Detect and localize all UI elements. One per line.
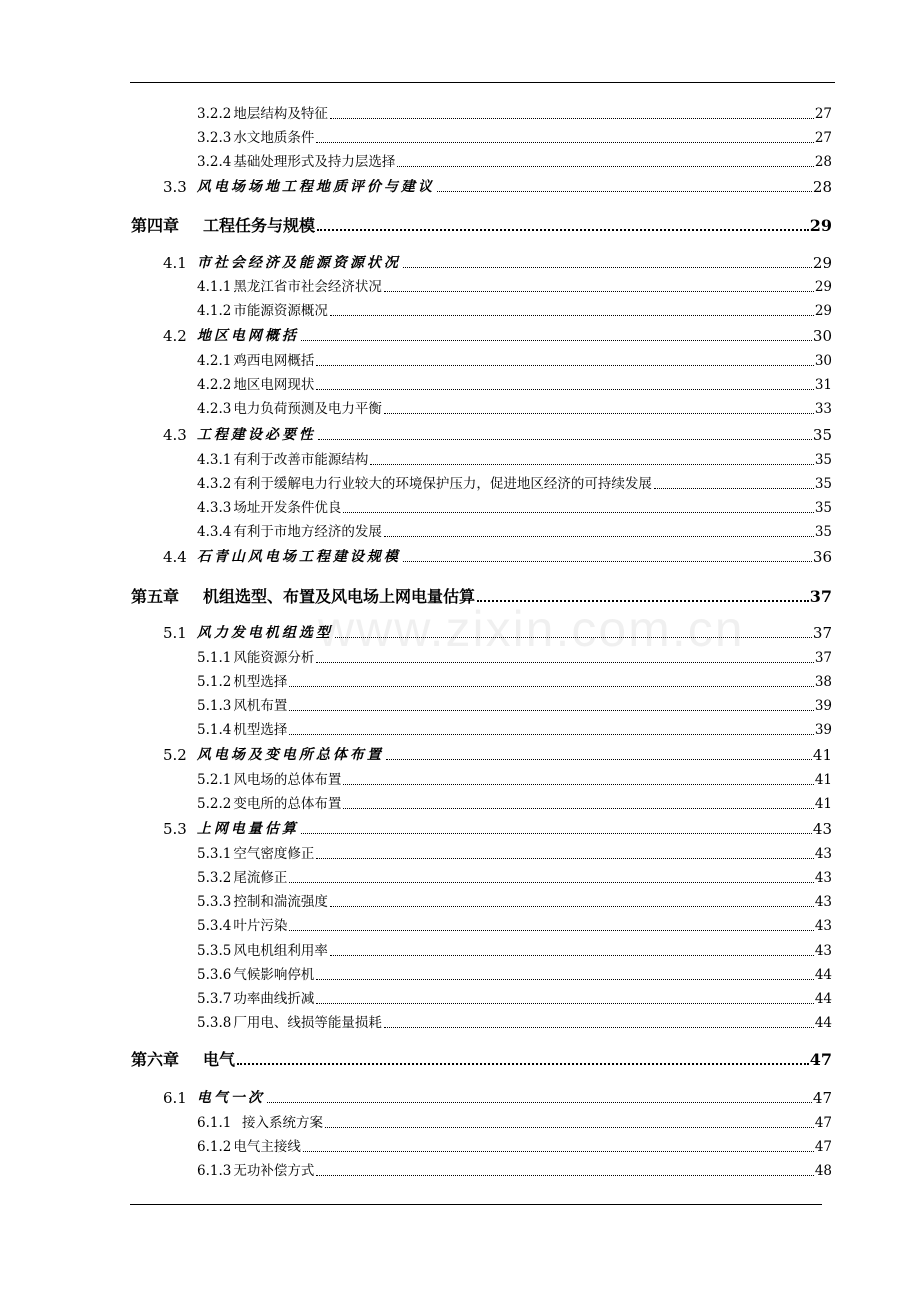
- toc-entry-5-1-2[interactable]: [197, 671, 832, 693]
- toc-title: 上网电量估算: [196, 821, 299, 837]
- toc-number: 5.1.4: [197, 722, 232, 738]
- toc-page: 44: [814, 967, 832, 983]
- toc-entry-3-2-2[interactable]: [197, 103, 832, 125]
- toc-page: 43: [812, 820, 832, 838]
- toc-entry-6-1-1[interactable]: [197, 1112, 832, 1134]
- toc-entry-5-3-4[interactable]: [197, 915, 832, 937]
- toc-number: 5.3.3: [197, 894, 232, 910]
- toc-entry-4-3-2[interactable]: [197, 473, 832, 495]
- toc-page: 41: [814, 772, 832, 788]
- toc-number: 6.1.1: [197, 1115, 232, 1131]
- toc-page: 47: [812, 1089, 832, 1107]
- toc-page: 29: [809, 216, 832, 235]
- dot-leader: [237, 1063, 809, 1065]
- dot-leader: [267, 1102, 812, 1103]
- toc-number: 5.1.3: [197, 698, 232, 714]
- toc-entry-6-1-3[interactable]: [197, 1160, 832, 1182]
- toc-title: 黑龙江省市社会经济状况: [233, 279, 382, 295]
- toc-page: 35: [814, 524, 832, 540]
- toc-entry-4-2-2[interactable]: [197, 374, 832, 396]
- toc-number: 4.3.2: [197, 476, 232, 492]
- dot-leader: [330, 315, 814, 316]
- toc-number: 5.1: [163, 624, 187, 642]
- toc-page: 43: [814, 894, 832, 910]
- toc-number: 5.3: [163, 820, 187, 838]
- toc-page: 36: [812, 548, 832, 566]
- toc-entry-4-2-1[interactable]: [197, 350, 832, 372]
- toc-number: 5.3.7: [197, 991, 232, 1007]
- toc-entry-4-3-1[interactable]: [197, 449, 832, 471]
- toc-title: 有利于缓解电力行业较大的环境保护压力，促进地区经济的可持续发展: [233, 476, 652, 492]
- dot-leader: [384, 413, 814, 414]
- toc-number: 4.1: [163, 254, 187, 272]
- dot-leader: [316, 142, 813, 143]
- toc-entry-5-1[interactable]: [163, 622, 832, 644]
- toc-page: 37: [814, 650, 832, 666]
- toc-page: 27: [814, 106, 832, 122]
- toc-entry-3-3[interactable]: [163, 176, 832, 198]
- toc-entry-5-3[interactable]: [163, 818, 832, 840]
- toc-number: 第五章: [131, 587, 180, 606]
- dot-leader: [370, 464, 813, 465]
- toc-page: 29: [814, 279, 832, 295]
- toc-title: 电力负荷预测及电力平衡: [233, 401, 382, 417]
- toc-number: 5.2: [163, 746, 187, 764]
- toc-page: 39: [814, 698, 832, 714]
- toc-title: 鸡西电网概括: [233, 353, 315, 369]
- toc-page: 33: [814, 401, 832, 417]
- toc-entry-5-3-6[interactable]: [197, 964, 832, 986]
- toc-entry-5-1-3[interactable]: [197, 695, 832, 717]
- toc-title: 风电场及变电所总体布置: [196, 747, 384, 763]
- dot-leader: [343, 784, 813, 785]
- dot-leader: [316, 1175, 813, 1176]
- toc-number: 5.2.2: [197, 796, 232, 812]
- toc-title: 市社会经济及能源资源状况: [196, 255, 401, 271]
- dot-leader: [316, 389, 813, 390]
- toc-page: 29: [814, 303, 832, 319]
- dot-leader: [316, 365, 813, 366]
- toc-page: 29: [812, 254, 832, 272]
- toc-number: 4.2.3: [197, 401, 232, 417]
- toc-title: 叶片污染: [233, 918, 288, 934]
- toc-number: 5.3.5: [197, 943, 232, 959]
- dot-leader: [654, 488, 814, 489]
- dot-leader: [289, 710, 813, 711]
- toc-entry-3-2-3[interactable]: [197, 127, 832, 149]
- toc-number: 4.2.2: [197, 377, 232, 393]
- dot-leader: [384, 536, 814, 537]
- dot-leader: [289, 882, 813, 883]
- toc-number: 4.1.1: [197, 279, 232, 295]
- toc-title: 风电场的总体布置: [233, 772, 342, 788]
- dot-leader: [316, 979, 813, 980]
- toc-number: 4.3.1: [197, 452, 232, 468]
- toc-page: 39: [814, 722, 832, 738]
- toc-entry-5-2-2[interactable]: [197, 793, 832, 815]
- toc-title: 电气一次: [196, 1090, 265, 1106]
- footer-rule: [130, 1204, 822, 1205]
- dot-leader: [384, 291, 814, 292]
- toc-entry-5-3-2[interactable]: [197, 867, 832, 889]
- toc-number: 4.2: [163, 327, 187, 345]
- toc-entry-5-1-1[interactable]: [197, 647, 832, 669]
- toc-title: 机组选型、布置及风电场上网电量估算: [203, 587, 476, 606]
- toc-chapter-6[interactable]: [131, 1049, 832, 1071]
- toc-title: 机型选择: [233, 722, 288, 738]
- dot-leader: [325, 1127, 814, 1128]
- toc-page: 44: [814, 1015, 832, 1031]
- toc-entry-3-2-4[interactable]: [197, 151, 832, 173]
- toc-page: 47: [809, 1050, 832, 1069]
- toc-title: 地层结构及特征: [233, 106, 328, 122]
- toc-page: 43: [814, 846, 832, 862]
- toc-number: 5.3.6: [197, 967, 232, 983]
- toc-page: 30: [812, 327, 832, 345]
- toc-number: 4.4: [163, 548, 187, 566]
- toc-number: 5.3.1: [197, 846, 232, 862]
- dot-leader: [343, 512, 813, 513]
- toc-chapter-5[interactable]: [131, 586, 832, 608]
- toc-title: 风电机组利用率: [233, 943, 328, 959]
- toc-title: 厂用电、线损等能量损耗: [233, 1015, 382, 1031]
- toc-title: 控制和湍流强度: [233, 894, 328, 910]
- toc-entry-4-1-1[interactable]: [197, 276, 832, 298]
- toc-entry-5-3-8[interactable]: [197, 1012, 832, 1034]
- toc-page: 41: [814, 796, 832, 812]
- toc-number: 5.2.1: [197, 772, 232, 788]
- toc-entry-4-1[interactable]: [163, 252, 832, 274]
- toc-entry-6-1[interactable]: [163, 1087, 832, 1109]
- toc-page: 30: [814, 353, 832, 369]
- toc-entry-4-4[interactable]: [163, 546, 832, 568]
- toc-entry-5-3-1[interactable]: [197, 843, 832, 865]
- toc-title: 工程任务与规模: [203, 216, 316, 235]
- toc-entry-4-1-2[interactable]: [197, 300, 832, 322]
- toc-page: 44: [814, 991, 832, 1007]
- toc-page: 35: [812, 426, 832, 444]
- toc-page: 43: [814, 918, 832, 934]
- dot-leader: [289, 686, 813, 687]
- toc-number: 5.1.1: [197, 650, 232, 666]
- toc-page: 31: [814, 377, 832, 393]
- dot-leader: [335, 637, 812, 638]
- toc-title: 变电所的总体布置: [233, 796, 342, 812]
- toc-entry-5-3-3[interactable]: [197, 891, 832, 913]
- dot-leader: [397, 166, 813, 167]
- toc-title: 空气密度修正: [233, 846, 315, 862]
- dot-leader: [386, 759, 812, 760]
- toc-entry-4-3-4[interactable]: [197, 521, 832, 543]
- toc-number: 6.1: [163, 1089, 187, 1107]
- toc-entry-5-3-7[interactable]: [197, 988, 832, 1010]
- toc-title: 石青山风电场工程建设规模: [196, 549, 401, 565]
- dot-leader: [316, 858, 813, 859]
- dot-leader: [330, 955, 814, 956]
- toc-entry-4-2[interactable]: [163, 325, 832, 347]
- toc-number: 5.3.2: [197, 870, 232, 886]
- toc-page: 47: [814, 1115, 832, 1131]
- dot-leader: [403, 561, 812, 562]
- toc-title: 电气: [203, 1050, 236, 1069]
- toc-title: 尾流修正: [233, 870, 288, 886]
- toc-page: 28: [814, 154, 832, 170]
- toc-page: 37: [809, 587, 832, 606]
- dot-leader: [289, 930, 813, 931]
- toc-number: 3.2.4: [197, 154, 232, 170]
- toc-number: 第六章: [131, 1050, 180, 1069]
- dot-leader: [316, 1003, 813, 1004]
- toc-page: 35: [814, 500, 832, 516]
- toc-title: 电气主接线: [233, 1139, 301, 1155]
- toc-number: 4.2.1: [197, 353, 232, 369]
- dot-leader: [301, 340, 812, 341]
- toc-title: 风机布置: [233, 698, 288, 714]
- toc-entry-4-3[interactable]: [163, 424, 832, 446]
- toc-page: 48: [814, 1163, 832, 1179]
- toc-number: 第四章: [131, 216, 180, 235]
- toc-title: 风电场场地工程地质评价与建议: [196, 179, 435, 195]
- toc-title: 风能资源分析: [233, 650, 315, 666]
- toc-number: 3.3: [163, 178, 187, 196]
- toc-entry-5-3-5[interactable]: [197, 940, 832, 962]
- toc-page: 38: [814, 674, 832, 690]
- toc-entry-6-1-2[interactable]: [197, 1136, 832, 1158]
- toc-number: 5.1.2: [197, 674, 232, 690]
- toc-page: 41: [812, 746, 832, 764]
- toc-title: 有利于改善市能源结构: [233, 452, 369, 468]
- toc-title: 有利于市地方经济的发展: [233, 524, 382, 540]
- toc-page: 35: [814, 476, 832, 492]
- toc-number: 3.2.2: [197, 106, 232, 122]
- toc-title: 工程建设必要性: [196, 427, 316, 443]
- toc-number: 6.1.2: [197, 1139, 232, 1155]
- dot-leader: [289, 734, 813, 735]
- toc-number: 5.3.4: [197, 918, 232, 934]
- toc-title: 水文地质条件: [233, 130, 315, 146]
- toc-title: 场址开发条件优良: [233, 500, 342, 516]
- toc-title: 基础处理形式及持力层选择: [233, 154, 396, 170]
- toc-entry-5-2-1[interactable]: [197, 769, 832, 791]
- toc-title: 无功补偿方式: [233, 1163, 315, 1179]
- dot-leader: [303, 1151, 814, 1152]
- toc-number: 3.2.3: [197, 130, 232, 146]
- toc-entry-4-3-3[interactable]: [197, 497, 832, 519]
- toc-title: 风力发电机组选型: [196, 625, 333, 641]
- watermark: www.zixin.com.cn: [318, 601, 745, 657]
- toc-page: 35: [814, 452, 832, 468]
- toc-page: 27: [814, 130, 832, 146]
- toc-title: 地区电网概括: [196, 328, 299, 344]
- toc-entry-4-2-3[interactable]: [197, 398, 832, 420]
- toc-number: 4.3.4: [197, 524, 232, 540]
- dot-leader: [317, 229, 809, 231]
- toc-number: 4.1.2: [197, 303, 232, 319]
- dot-leader: [403, 267, 812, 268]
- toc-number: 4.3: [163, 426, 187, 444]
- dot-leader: [330, 118, 814, 119]
- toc-entry-5-2[interactable]: [163, 744, 832, 766]
- toc-number: 4.3.3: [197, 500, 232, 516]
- dot-leader: [343, 808, 813, 809]
- toc-number: 5.3.8: [197, 1015, 232, 1031]
- toc-title: 气候影响停机: [233, 967, 315, 983]
- toc-number: 6.1.3: [197, 1163, 232, 1179]
- toc-title: 功率曲线折减: [233, 991, 315, 1007]
- toc-page: 47: [814, 1139, 832, 1155]
- dot-leader: [301, 833, 812, 834]
- toc-page: 43: [814, 943, 832, 959]
- dot-leader: [384, 1027, 814, 1028]
- toc-chapter-4[interactable]: [131, 215, 832, 237]
- toc-title: 市能源资源概况: [233, 303, 328, 319]
- toc-page: 37: [812, 624, 832, 642]
- toc-title: 地区电网现状: [233, 377, 315, 393]
- header-rule: [130, 82, 835, 83]
- dot-leader: [316, 662, 813, 663]
- toc-title: 机型选择: [233, 674, 288, 690]
- toc-entry-5-1-4[interactable]: [197, 719, 832, 741]
- dot-leader: [330, 906, 814, 907]
- dot-leader: [477, 600, 809, 602]
- toc-title: 接入系统方案: [233, 1115, 323, 1131]
- dot-leader: [318, 439, 812, 440]
- toc-page: 43: [814, 870, 832, 886]
- toc-page: 28: [812, 178, 832, 196]
- dot-leader: [437, 191, 812, 192]
